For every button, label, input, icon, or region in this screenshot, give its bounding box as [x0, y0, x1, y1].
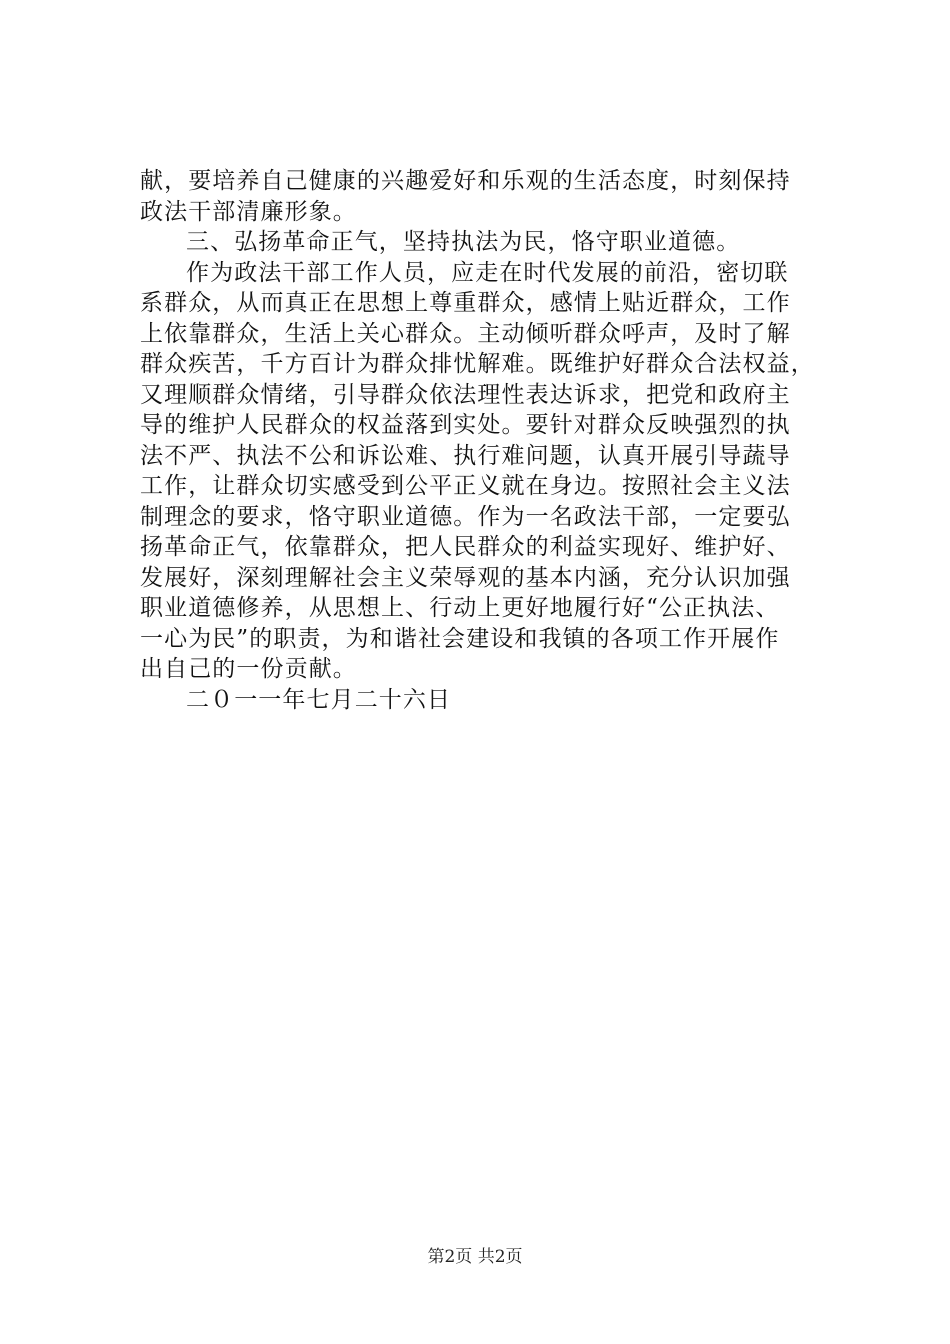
text-line: 系群众，从而真正在思想上尊重群众，感情上贴近群众，工作: [140, 290, 791, 316]
text-line: 职业道德修养，从思想上、行动上更好地履行好“公正执法、: [140, 595, 780, 621]
text-line: 政法干部清廉形象。: [140, 198, 357, 225]
text-line: 制理念的要求，恪守职业道德。作为一名政法干部，一定要弘: [140, 503, 791, 530]
text-line: 出自己的一份贡献。: [140, 656, 357, 682]
date-line: 二０一一年七月二十六日: [186, 686, 452, 713]
page-number-footer: 第2页 共2页: [427, 1247, 523, 1267]
text-line: 一心为民”的职责，为和谐社会建设和我镇的各项工作开展作: [140, 625, 780, 652]
text-line: 法不严、执法不公和诉讼难、执行难问题，认真开展引导蔬导: [140, 442, 791, 469]
text-line: 献，要培养自己健康的兴趣爱好和乐观的生活态度，时刻保持: [140, 168, 791, 194]
text-line: 又理顺群众情绪，引导群众依法理性表达诉求，把党和政府主: [140, 381, 791, 408]
text-line: 工作，让群众切实感受到公平正义就在身边。按照社会主义法: [140, 473, 791, 499]
text-line: 发展好，深刻理解社会主义荣辱观的基本内涵，充分认识加强: [140, 564, 791, 591]
text-line: 上依靠群众，生活上关心群众。主动倾听群众呼声，及时了解: [140, 320, 791, 347]
text-line: 导的维护人民群众的权益落到实处。要针对群众反映强烈的执: [140, 412, 791, 438]
text-line: 作为政法干部工作人员，应走在时代发展的前沿，密切联: [186, 259, 789, 286]
section-heading: 三、弘扬革命正气，坚持执法为民，恪守职业道德。: [186, 229, 741, 255]
text-line: 扬革命正气，依靠群众，把人民群众的利益实现好、维护好、: [140, 534, 791, 560]
body-text: [140, 166, 840, 715]
text-line: 群众疾苦，千方百计为群众排忧解难。既维护好群众合法权益，: [140, 351, 815, 377]
